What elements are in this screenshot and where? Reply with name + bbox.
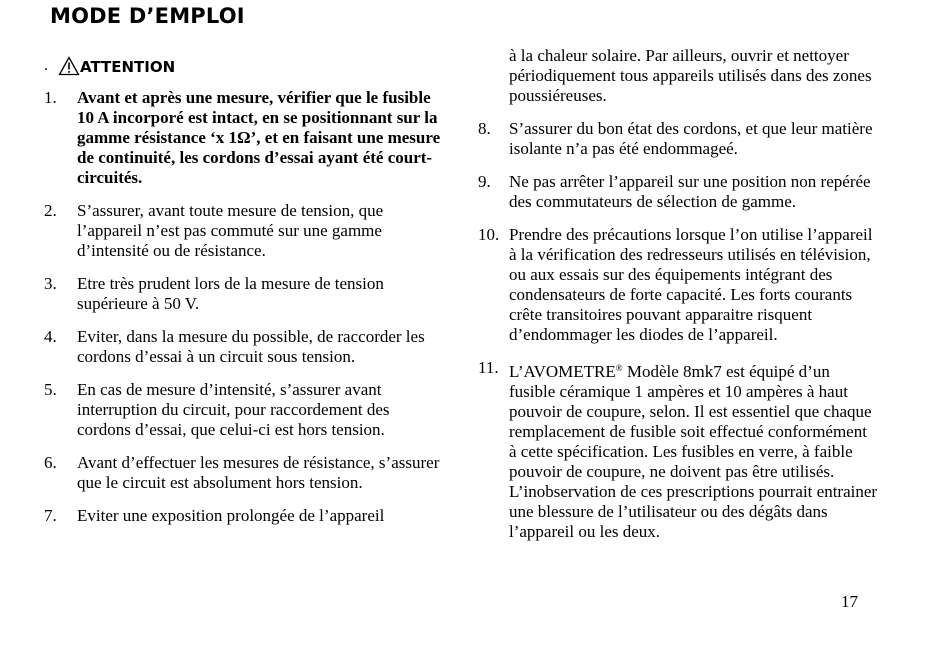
item-number: 11. bbox=[478, 358, 499, 377]
instruction-item-3 bbox=[44, 274, 444, 314]
item-number: 10. bbox=[478, 225, 500, 244]
item-number: 8. bbox=[478, 119, 491, 138]
item-text: En cas de mesure d’intensité, s’assurer avant interruption du circuit, pour raccordement des cordons d’essai, que celui-ci est hors tension. bbox=[77, 380, 390, 439]
attention-label: ATTENTION bbox=[80, 58, 176, 76]
instruction-item-7-continued: à la chaleur solaire. Par ailleurs, ouvrir et nettoyer périodiquement tous appareils utilisés dans des zones poussiéreuses. bbox=[509, 46, 872, 105]
instruction-item-9 bbox=[478, 172, 878, 212]
instruction-item-2 bbox=[44, 201, 444, 261]
item-text: Eviter une exposition prolongée de l’appareil bbox=[77, 506, 385, 525]
registered-mark: ® bbox=[615, 363, 623, 373]
item-number: 7. bbox=[44, 506, 57, 525]
attention-marker: . bbox=[44, 57, 48, 74]
item-text: S’assurer du bon état des cordons, et que leur matière isolante n’a pas été endommageé. bbox=[509, 119, 873, 158]
item-text: Etre très prudent lors de la mesure de tension supérieure à 50 V. bbox=[77, 274, 384, 313]
item-text: Avant d’effectuer les mesures de résistance, s’assurer que le circuit est absolument hors tension. bbox=[77, 453, 440, 492]
item-text: Prendre des précautions lorsque l’on utilise l’appareil à la vérification des redresseurs utilisés en télévision, ou aux essais sur des équipements intégrant des condensateurs de forte capacité. Les forts courants crête transitoires pouvant apparaitre risquent d’endommager les diodes de l’appareil. bbox=[509, 225, 873, 344]
brand-name: L’AVOMETRE bbox=[509, 362, 616, 381]
left-column bbox=[44, 56, 444, 539]
item-text: S’assurer, avant toute mesure de tension, que l’appareil n’est pas commuté sur une gamme d’intensité ou de résistance. bbox=[77, 201, 384, 260]
instruction-item-5 bbox=[44, 380, 444, 440]
instruction-item-1 bbox=[44, 88, 444, 188]
attention-heading bbox=[44, 56, 444, 76]
instruction-item-11 bbox=[478, 358, 878, 542]
item-text bbox=[509, 358, 878, 542]
item-number: 1. bbox=[44, 88, 57, 107]
item-number: 3. bbox=[44, 274, 57, 293]
instruction-item-4 bbox=[44, 327, 444, 367]
item-text: Ne pas arrêter l’appareil sur une position non repérée des commutateurs de sélection de gamme. bbox=[509, 172, 871, 211]
instruction-item-6 bbox=[44, 453, 444, 493]
item-number: 5. bbox=[44, 380, 57, 399]
warning-triangle-icon bbox=[58, 56, 80, 76]
item-number: 2. bbox=[44, 201, 57, 220]
right-column bbox=[478, 46, 878, 555]
item-11-body: Modèle 8mk7 est équipé d’un fusible céramique 1 ampères et 10 ampères à haut pouvoir de coupure, selon. Il est essentiel que chaque remplacement de fusible soit effectué conformément à cette spécification. Les fusibles en verre, à faible pouvoir de coupure, ne doivent pas être utilisés. L’inobservation de ces prescriptions pourrait entrainer une blessure de l’utilisateur ou des dégâts dans l’appareil ou les deux. bbox=[509, 362, 878, 541]
page-title: MODE D’EMPLOI bbox=[50, 4, 245, 28]
item-text: Eviter, dans la mesure du possible, de raccorder les cordons d’essai à un circuit sous tension. bbox=[77, 327, 425, 366]
instruction-item-10 bbox=[478, 225, 878, 345]
page-number: 17 bbox=[841, 592, 858, 611]
item-text: Avant et après une mesure, vérifier que le fusible 10 A incorporé est intact, en se positionnant sur la gamme résistance ‘x 1Ω’, et en faisant une mesure de continuité, les cordons d’essai ayant été court-circuités. bbox=[77, 88, 441, 187]
item-number: 9. bbox=[478, 172, 491, 191]
instruction-item-8 bbox=[478, 119, 878, 159]
instruction-item-7 bbox=[44, 506, 444, 526]
item-number: 6. bbox=[44, 453, 57, 472]
item-number: 4. bbox=[44, 327, 57, 346]
